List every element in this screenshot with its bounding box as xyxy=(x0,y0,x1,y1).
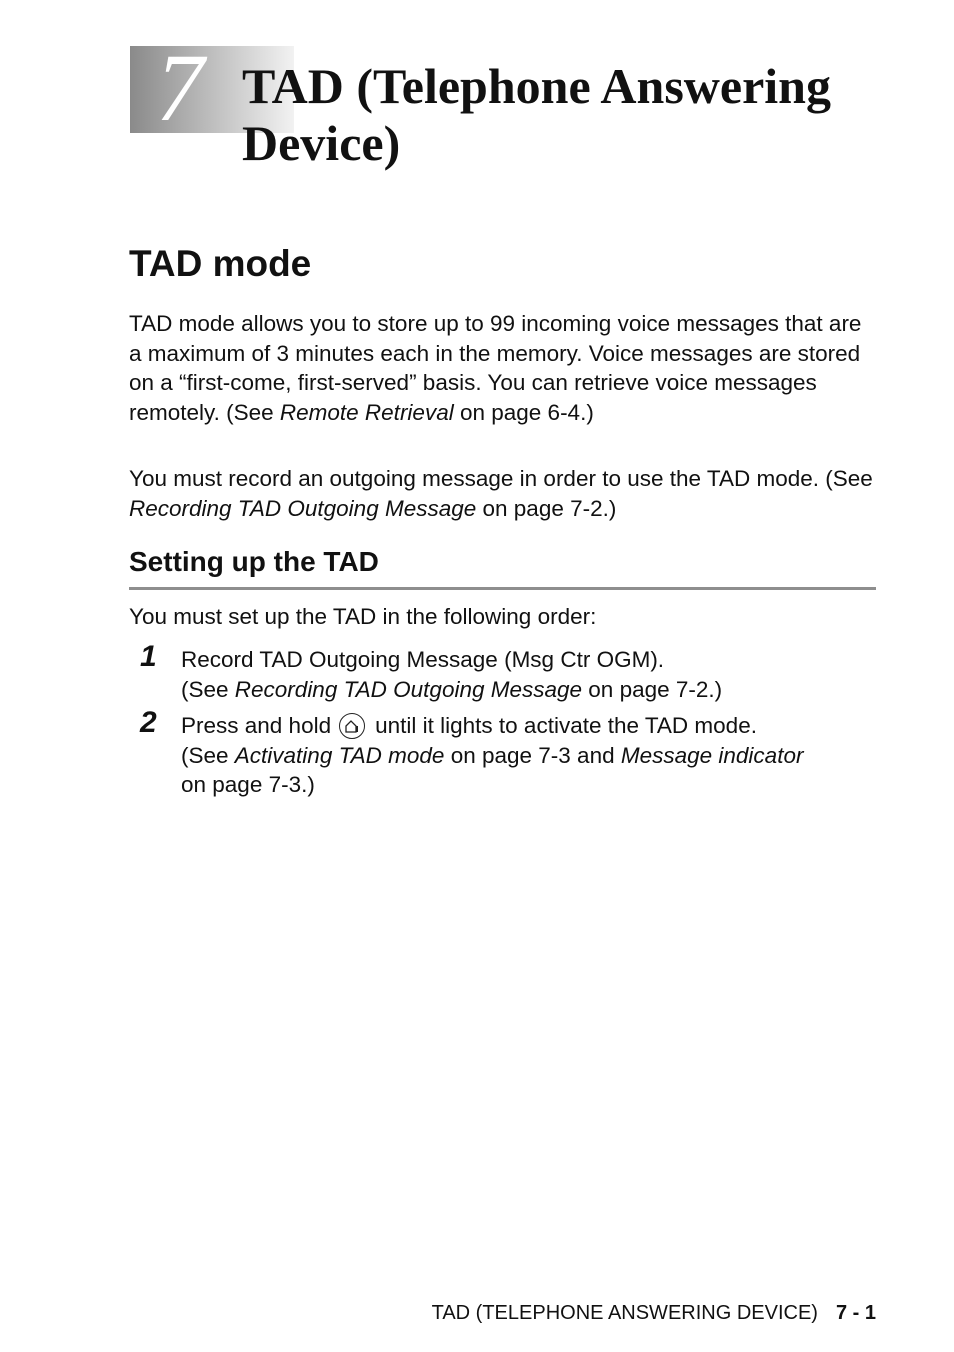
cross-reference: Message indicator xyxy=(620,742,804,768)
step-number: 1 xyxy=(140,640,157,673)
page-number: 7 - 1 xyxy=(835,1302,876,1324)
cross-reference: Recording TAD Outgoing Message xyxy=(234,676,583,702)
cross-reference: Activating TAD mode xyxy=(234,742,445,768)
footer-label: TAD (TELEPHONE ANSWERING DEVICE) xyxy=(431,1302,818,1324)
cross-reference: Recording TAD Outgoing Message xyxy=(129,495,477,521)
cross-reference: Remote Retrieval xyxy=(279,399,454,425)
tad-button-icon xyxy=(339,713,365,739)
intro-paragraph: TAD mode allows you to store up to 99 incoming voice messages that are a maximum of 3 minutes each in the memory. Voice messages are stored on a “first-come, first-served” basis. You can retrieve voice messages remotely. (See Remote Retrieval on page 6-4.) xyxy=(129,311,862,425)
subsection-title: Setting up the TAD xyxy=(129,546,379,577)
subsection-rule xyxy=(129,587,876,590)
chapter-title: TAD (Telephone Answering Device) xyxy=(242,58,831,171)
step-number: 2 xyxy=(140,706,157,739)
requirement-paragraph: You must record an outgoing message in order to use the TAD mode. (See Recording TAD Outgoing Message on page 7-2.) xyxy=(129,466,873,521)
step-text: Press and hold until it lights to activate the TAD mode. (See Activating TAD mode on page 7-3 and Message indicator on page 7-3.) xyxy=(181,713,804,797)
page-footer xyxy=(432,1300,876,1326)
steps-intro: You must set up the TAD in the following order: xyxy=(129,604,597,629)
section-title: TAD mode xyxy=(129,243,312,284)
step-text: Record TAD Outgoing Message (Msg Ctr OGM). (See Recording TAD Outgoing Message on page 7-2.) xyxy=(181,647,723,702)
chapter-number: 7 xyxy=(156,34,204,141)
